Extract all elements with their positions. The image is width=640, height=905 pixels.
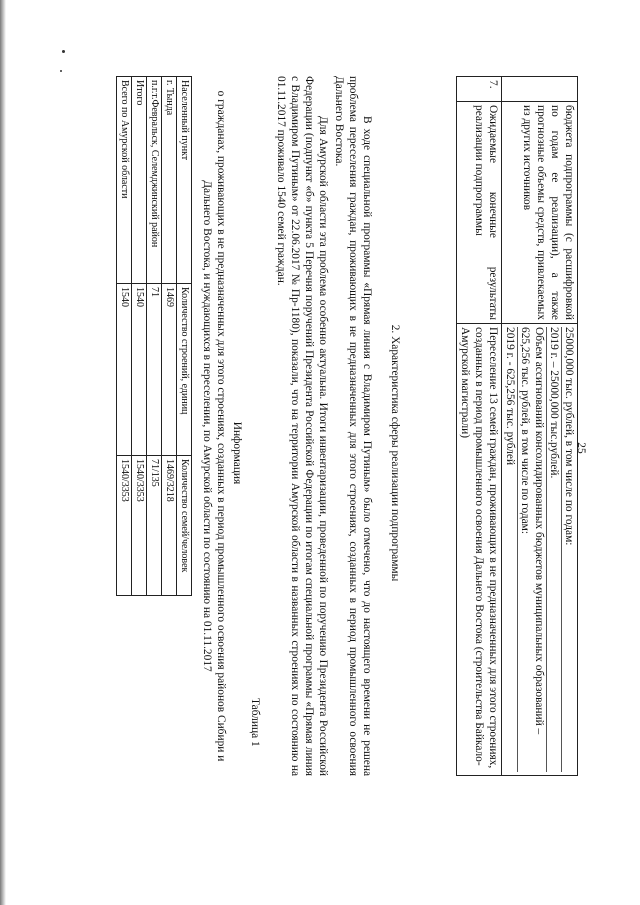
table-cell: Всего по Амурской области — [117, 77, 132, 284]
table-cell: 1540/3353 — [117, 456, 132, 596]
program-passport-table — [456, 76, 578, 776]
table-cell: 1469 — [162, 284, 177, 456]
table-row — [132, 77, 147, 596]
value-line: 25000,000 тыс. рублей, в том числе по годам: — [561, 327, 576, 772]
row-number: 7. — [457, 77, 502, 102]
column-header: Населенный пункт — [177, 77, 192, 284]
scan-edge-shadow — [0, 0, 6, 905]
table-row — [147, 77, 162, 596]
row-label: бюджета подпрограммы (с расшифровкой по годам ее реализации), а также прогнозные объемы средств, привлекаемых из других источников — [502, 102, 578, 324]
row-value — [457, 324, 502, 776]
table-row — [162, 77, 177, 596]
table-cell: 1540 — [132, 284, 147, 456]
column-header: Количество строений, единиц — [177, 284, 192, 456]
table-cell: п.г.т.Февральск, Селемджинский район — [147, 77, 162, 284]
table-cell: 71/135 — [147, 456, 162, 596]
table-row — [117, 77, 132, 596]
rotated-document-page — [90, 58, 590, 848]
value-line: Объем ассигнований консолидированных бюджетов муниципальных образований – 625,256 тыс. рублей, в том числе по годам: — [517, 327, 546, 772]
scan-speck — [62, 50, 65, 53]
table-row — [457, 77, 502, 776]
table-cell: г. Тында — [162, 77, 177, 284]
info-title: Информация — [231, 421, 243, 485]
section-title: 2. Характеристика сферы реализации подпрограммы — [389, 324, 401, 582]
table-header-row — [177, 77, 192, 596]
row-number — [502, 77, 578, 102]
row-value — [502, 324, 578, 776]
scan-speck — [60, 70, 62, 72]
resettlement-data-table — [116, 76, 192, 596]
paragraph: Для Амурской области эта проблема особенно актуальна. Итоги инвентаризации, проведенной по поручению Президента Российской Федерации (подпункт «б» пункта 5 Перечня поручений Президента Российской Федерации по итогам специальной программы «Прямая линия с Владимиром Путиным» от 22.06.2017 № Пр-1180), показали, что на территории Амурской области в названных строениях по состоянию на 01.11.2017 проживало 1540 семей граждан. — [275, 76, 329, 776]
info-subtitle: о гражданах, проживающих в не предназначенных для этого строениях, созданных в период промышленного освоения районов Сибири и Дальнего Востока, и нуждающихся в переселении, по Амурской области по состоянию на 01.11.2017 — [201, 90, 227, 762]
page-number: 25 — [575, 442, 587, 454]
table-cell: 71 — [147, 284, 162, 456]
value-line: 2019 г. - 625,256 тыс. рублей — [504, 327, 516, 466]
table-cell: 1540 — [117, 284, 132, 456]
value-line: 2019 г. – 25000,000 тыс.рублей. — [546, 327, 561, 772]
table-cell: Итого — [132, 77, 147, 284]
value-line: Переселение 13 семей граждан, проживающих в не предназначенных для этого строениях, созданных в период промышленного освоения Дальнего Востока (строительства Байкало-Амурской магистрали) — [459, 327, 499, 769]
table-row — [502, 77, 578, 776]
table-cell: 1540/3353 — [132, 456, 147, 596]
row-label: Ожидаемые конечные результаты реализации подпрограммы — [457, 102, 502, 324]
table-cell: 1469/3218 — [162, 456, 177, 596]
table-label: Таблица 1 — [249, 698, 261, 747]
paragraph: В ходе специальной программы «Прямая линия с Владимиром Путиным» было отмечено, что до настоящего времени не решена проблема переселения граждан, проживающих в не предназначенных для этого строениях, созданных в период промышленного освоения Дальнего Востока. — [333, 76, 373, 776]
column-header: Количество семей/человек — [177, 456, 192, 596]
